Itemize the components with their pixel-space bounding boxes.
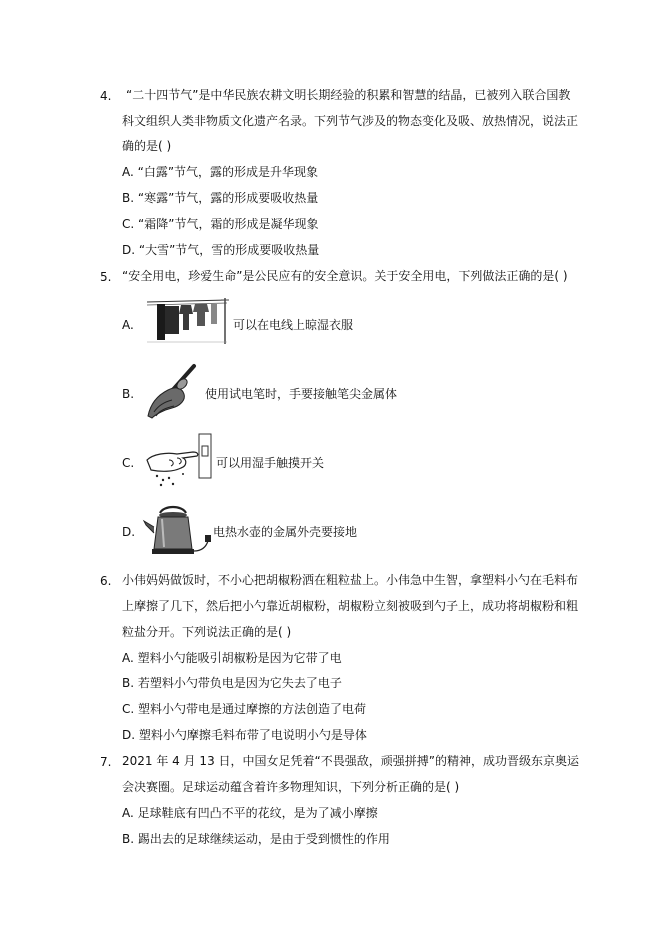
question-4-line-3: 确的是( ) — [122, 139, 172, 153]
question-number-6: 6. — [100, 574, 112, 588]
question-5-option-b-label: B. — [122, 387, 135, 401]
question-5-line-1: “安全用电，珍爱生命”是公民应有的安全意识。关于安全用电，下列做法正确的是( ) — [122, 269, 568, 283]
clothes-on-wire-image — [145, 296, 229, 346]
question-5-option-d-label: D. — [122, 525, 136, 539]
question-5-option-d-text: 电热水壶的金属外壳要接地 — [213, 525, 358, 539]
question-4-option-d: D. “大雪”节气，雪的形成要吸收热量 — [122, 243, 320, 257]
question-4-option-a: A. “白露”节气，露的形成是升华现象 — [122, 165, 319, 179]
question-4-line-2: 科文组织人类非物质文化遗产名录。下列节气涉及的物态变化及吸、放热情况，说法正 — [122, 114, 579, 128]
test-pen-hand-image — [142, 362, 206, 420]
question-7-line-2: 会决赛圈。足球运动蕴含着许多物理知识，下列分析正确的是( ) — [122, 780, 460, 794]
question-5-option-c-text: 可以用湿手触摸开关 — [216, 456, 325, 470]
question-6-line-3: 粒盐分开。下列说法正确的是( ) — [122, 625, 292, 639]
question-5-option-a-label: A. — [122, 318, 134, 332]
question-6-option-c: C. 塑料小勺带电是通过摩擦的方法创造了电荷 — [122, 702, 367, 716]
question-number-7: 7. — [100, 755, 112, 769]
question-6-option-a: A. 塑料小勺能吸引胡椒粉是因为它带了电 — [122, 651, 342, 665]
question-6-option-d: D. 塑料小勺摩擦毛料布带了电说明小勺是导体 — [122, 728, 367, 742]
question-7-option-a: A. 足球鞋底有凹凸不平的花纹，是为了减小摩擦 — [122, 806, 378, 820]
question-5-option-a-text: 可以在电线上晾湿衣服 — [233, 318, 354, 332]
question-4-option-c: C. “霜降”节气，霜的形成是凝华现象 — [122, 217, 319, 231]
question-7-option-b: B. 踢出去的足球继续运动，是由于受到惯性的作用 — [122, 832, 390, 846]
wet-hand-switch-image — [143, 432, 215, 488]
question-6-line-1: 小伟妈妈做饭时，不小心把胡椒粉洒在粗粒盐上。小伟急中生智，拿塑料小勺在毛料布 — [122, 573, 579, 587]
question-7-line-1: 2021 年 4 月 13 日，中国女足凭着“不畏强敌，顽强拼搏”的精神，成功晋级东京奥运 — [122, 754, 579, 768]
question-6-option-b: B. 若塑料小勺带负电是因为它失去了电子 — [122, 676, 342, 690]
question-5-option-c-label: C. — [122, 456, 135, 470]
question-6-line-2: 上摩擦了几下，然后把小勺靠近胡椒粉，胡椒粉立刻被吸到勺子上，成功将胡椒粉和粗 — [122, 599, 579, 613]
question-number-4: 4. — [100, 89, 112, 103]
electric-kettle-image — [142, 501, 214, 559]
question-number-5: 5. — [100, 270, 112, 284]
question-5-option-b-text: 使用试电笔时，手要接触笔尖金属体 — [205, 387, 398, 401]
question-4-line-1: “二十四节气”是中华民族农耕文明长期经验的积累和智慧的结晶，已被列入联合国教 — [126, 88, 571, 102]
question-4-option-b: B. “寒露”节气，露的形成要吸收热量 — [122, 191, 319, 205]
